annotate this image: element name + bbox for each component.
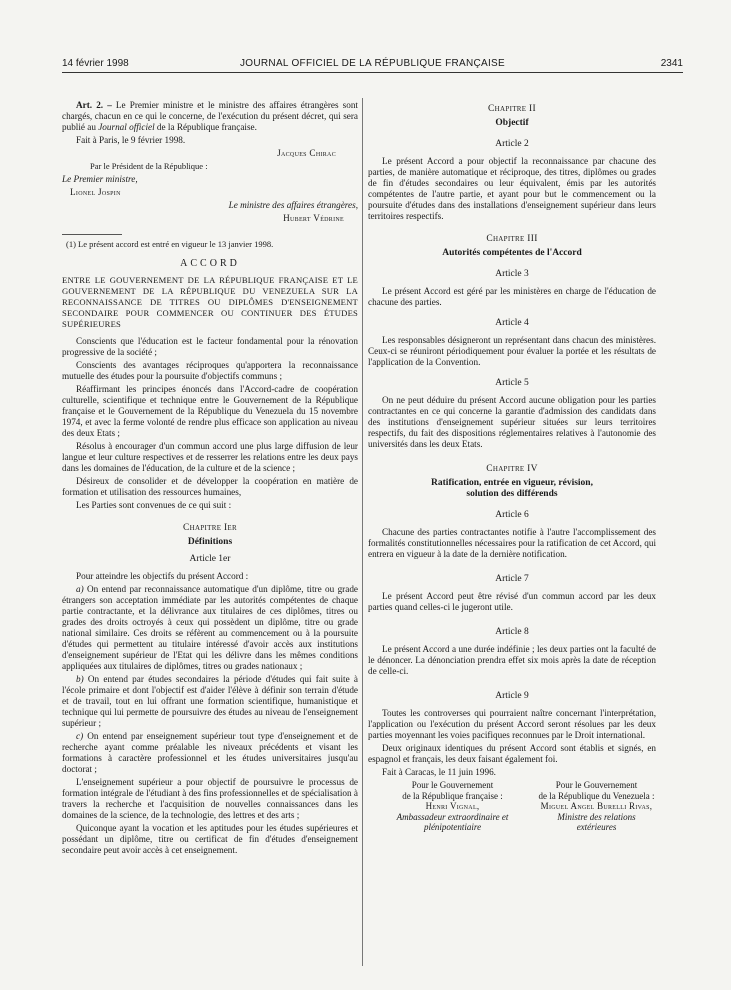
right-column — [368, 100, 656, 833]
article-1-b — [62, 674, 358, 729]
preamble-6: Les Parties sont convenues de ce qui suit : — [76, 500, 232, 510]
signer-president: Jacques Chirac — [277, 148, 336, 158]
footnote: (1) Le présent accord est entré en vigueur le 13 janvier 1998. — [66, 239, 274, 249]
chapter-4-title-line-2: solution des différends — [466, 489, 558, 499]
article-5-text: On ne peut déduire du présent Accord aucune obligation pour les parties contractantes en ce qui concerne la garantie d'admission des candidats dans des institutions d'enseignement supérieur situées sur leurs territoires respectifs, du fait des dispositions réglementaires relatives à l'autonomie des universités dans les deux Etats. — [368, 395, 656, 449]
article-8-heading: Article 8 — [495, 627, 529, 637]
ministre-title: Le ministre des affaires étrangères, — [228, 200, 358, 210]
article-1-c-label: c) — [76, 731, 84, 741]
article-4-text: Les responsables désigneront un représentant dans chacun des ministères. Ceux-ci se réuniront périodiquement pour évaluer la portée et les résultats de l'application de la Convention. — [368, 335, 656, 367]
chapter-4-heading: Chapitre IV — [486, 464, 538, 474]
article-3-text: Le présent Accord est géré par les ministères en charge de l'éducation de chacune des parties. — [368, 286, 656, 307]
article-1-intro: Pour atteindre les objectifs du présent Accord : — [76, 571, 249, 581]
premier-ministre-title: Le Premier ministre, — [62, 174, 138, 184]
article-1-a-label: a) — [76, 584, 84, 594]
fait-a-paris: Fait à Paris, le 9 février 1998. — [76, 135, 186, 145]
chapter-3-title: Autorités compétentes de l'Accord — [442, 248, 582, 258]
article-6-heading: Article 6 — [495, 510, 529, 520]
signature-france — [368, 780, 537, 833]
chapter-2-heading: Chapitre II — [488, 104, 536, 114]
article-8-text: Le présent Accord a une durée indéfinie ; les deux parties ont la faculté de le dénoncer. La dénonciation prendra effet six mois après la date de réception de celle-ci. — [368, 644, 656, 676]
treaty-title: ENTRE LE GOUVERNEMENT DE LA RÉPUBLIQUE FRANÇAISE ET LE GOUVERNEMENT DE LA RÉPUBLIQUE DU VENEZUELA SUR LA RECONNAISSANCE DE TITRES OU DIPLÔMES D'ENSEIGNEMENT SECONDAIRE POUR COMMENCER OU CONTINUER DES ÉTUDES SUPÉRIEURES — [62, 275, 358, 329]
article-2-text-a: Le Premier ministre et le ministre des affaires étrangères sont chargés, chacun en ce qui le concerne, de l'exécution du présent décret, qui sera publié au — [62, 100, 358, 132]
closing-paragraph: Deux originaux identiques du présent Accord sont établis et signés, en espagnol et français, les deux faisant également foi. — [368, 743, 656, 764]
chapter-1-title: Définitions — [187, 537, 233, 547]
ministre-name: Hubert Védrine — [283, 213, 344, 223]
article-1-heading: Article 1er — [189, 554, 231, 564]
article-1-paragraph-2: Quiconque ayant la vocation et les aptitudes pour les études supérieures et possédant un diplôme, titre ou certificat de fin d'études d'enseignement secondaire peut avoir accès à cet enseignement. — [62, 823, 358, 855]
header-date: 14 février 1998 — [62, 58, 129, 69]
article-1-b-label: b) — [76, 674, 84, 684]
signature-venezuela — [537, 780, 656, 833]
article-1-a-text: On entend par reconnaissance automatique d'un diplôme, titre ou grade étrangers son acceptation immédiate par les autorités compétentes de chaque partie contractante, et la délivrance aux titulaires de ces diplômes, titres ou grades des droits octroyés à ceux qui possèdent un diplôme, titre ou grade national similaire. Ces droits se réfèrent au commencement ou à la poursuite d'études qui permettent au titulaire intéressé d'avoir accès aux institutions d'enseignement supérieur de l'Etat qui les délivre dans les mêmes conditions appliquées aux titulaires de diplômes, titres ou grades nationaux ; — [62, 584, 358, 671]
chapter-3-heading: Chapitre III — [486, 234, 538, 244]
sig-fr-name: Henri Vignal, — [425, 801, 480, 811]
chapter-1-heading: Chapitre Ier — [183, 523, 237, 533]
accord-title: ACCORD — [180, 258, 240, 269]
preamble-3: Réaffirmant les principes énoncés dans l'Accord-cadre de coopération culturelle, scientifique et technique entre le Gouvernement de la République française et le Gouvernement de la République du Venezuela du 15 novembre 1974, et avec la ferme volonté de rendre plus efficace son application au niveau des deux Etats ; — [62, 384, 358, 438]
article-4-heading: Article 4 — [495, 318, 529, 328]
article-2-label: Art. 2. – — [76, 100, 112, 110]
article-1-c — [62, 731, 358, 775]
sig-ve-line-2: de la République du Venezuela : — [538, 790, 655, 801]
sig-fr-line-1: Pour le Gouvernement — [411, 780, 494, 790]
article-2-text: Le présent Accord a pour objectif la reconnaissance par chacune des parties, de manière automatique et réciproque, des titres, diplômes ou grades de fin d'études secondaires ou leur équivalent, émis par les autorités compétentes de l'autre partie, et ayant pour but le commencement ou la poursuite d'études dans des installations d'enseignement supérieur dans leurs territoires respectifs. — [368, 156, 656, 221]
par-le-president: Par le Président de la République : — [90, 161, 208, 171]
article-2-decree — [62, 100, 358, 133]
sig-fr-title: Ambassadeur extraordinaire et plénipotentiaire — [396, 811, 509, 832]
header-journal-title: JOURNAL OFFICIEL DE LA RÉPUBLIQUE FRANÇAISE — [240, 58, 505, 69]
sig-ve-title: Ministre des relations extérieures — [557, 811, 636, 832]
preamble-1: Conscients que l'éducation est le facteur fondamental pour la rénovation progressive de la société ; — [62, 336, 358, 357]
left-column — [62, 100, 358, 858]
article-9-text: Toutes les controverses qui pourraient naître concernant l'interprétation, l'application ou l'exécution du présent Accord seront résolues par les deux parties moyennant les voies pacifiques reconnues par le Droit international. — [368, 708, 656, 740]
article-3-heading: Article 3 — [495, 269, 529, 279]
footnote-rule — [62, 234, 122, 235]
journal-officiel-ref: Journal officiel — [98, 122, 155, 132]
header-rule — [62, 72, 683, 73]
preamble-2: Conscients des avantages réciproques qu'apportera la reconnaissance mutuelle des études pour la poursuite d'objectifs communs ; — [62, 360, 358, 381]
preamble-4: Résolus à encourager d'un commun accord une plus large diffusion de leur langue et leur culture respectives et de resserrer les relations entre les deux pays dans les domaines de l'éducation, de la culture et de la science ; — [62, 441, 358, 473]
article-2-heading: Article 2 — [495, 139, 529, 149]
column-divider — [362, 98, 363, 966]
article-1-b-text: On entend par études secondaires la période d'études qui fait suite à l'école primaire et dont l'objectif est d'aider l'élève à définir son terrain d'étude et de travail, tout en lui offrant une formation scientifique, humanistique et technique qui lui permette de poursuivre des études au niveau de l'enseignement supérieur ; — [62, 674, 358, 728]
fait-a-caracas: Fait à Caracas, le 11 juin 1996. — [382, 767, 496, 777]
sig-fr-line-2: de la République française : — [402, 790, 503, 801]
chapter-4-title-line-1: Ratification, entrée en vigueur, révision, — [431, 478, 593, 488]
premier-ministre-name: Lionel Jospin — [70, 187, 121, 197]
preamble-5: Désireux de consolider et de développer la coopération en matière de formation et utilisation des ressources humaines, — [62, 476, 358, 497]
article-5-heading: Article 5 — [495, 378, 529, 388]
article-1-a — [62, 584, 358, 672]
article-9-heading: Article 9 — [495, 691, 529, 701]
article-7-heading: Article 7 — [495, 574, 529, 584]
signature-block — [368, 780, 656, 833]
sig-ve-name: Miguel Angel Burelli Rivas, — [540, 801, 653, 811]
chapter-2-title: Objectif — [495, 118, 529, 128]
sig-ve-line-1: Pour le Gouvernement — [555, 780, 638, 790]
header-page-number: 2341 — [660, 58, 683, 69]
article-1-paragraph-1: L'enseignement supérieur a pour objectif de poursuivre le processus de formation intégrale de l'étudiant à des fins professionnelles et de spécialisation à travers la recherche et l'acquisition de nouvelles connaissances dans les domaines de la science, de la technologie, des lettres et des arts ; — [62, 777, 358, 820]
article-7-text: Le présent Accord peut être révisé d'un commun accord par les deux parties quand celles-ci le jugeront utile. — [368, 591, 656, 612]
article-1-c-text: On entend par enseignement supérieur tout type d'enseignement et de recherche ayant comme préalable les niveaux précédents et visant les formations à caractère professionnel et les études universitaires jusqu'au doctorat ; — [62, 731, 358, 774]
article-2-text-b: de la République française. — [154, 122, 257, 132]
article-6-text: Chacune des parties contractantes notifie à l'autre l'accomplissement des formalités constitutionnelles nécessaires pour la ratification de cet Accord, qui entrera en vigueur à la date de la dernière notification. — [368, 527, 656, 559]
